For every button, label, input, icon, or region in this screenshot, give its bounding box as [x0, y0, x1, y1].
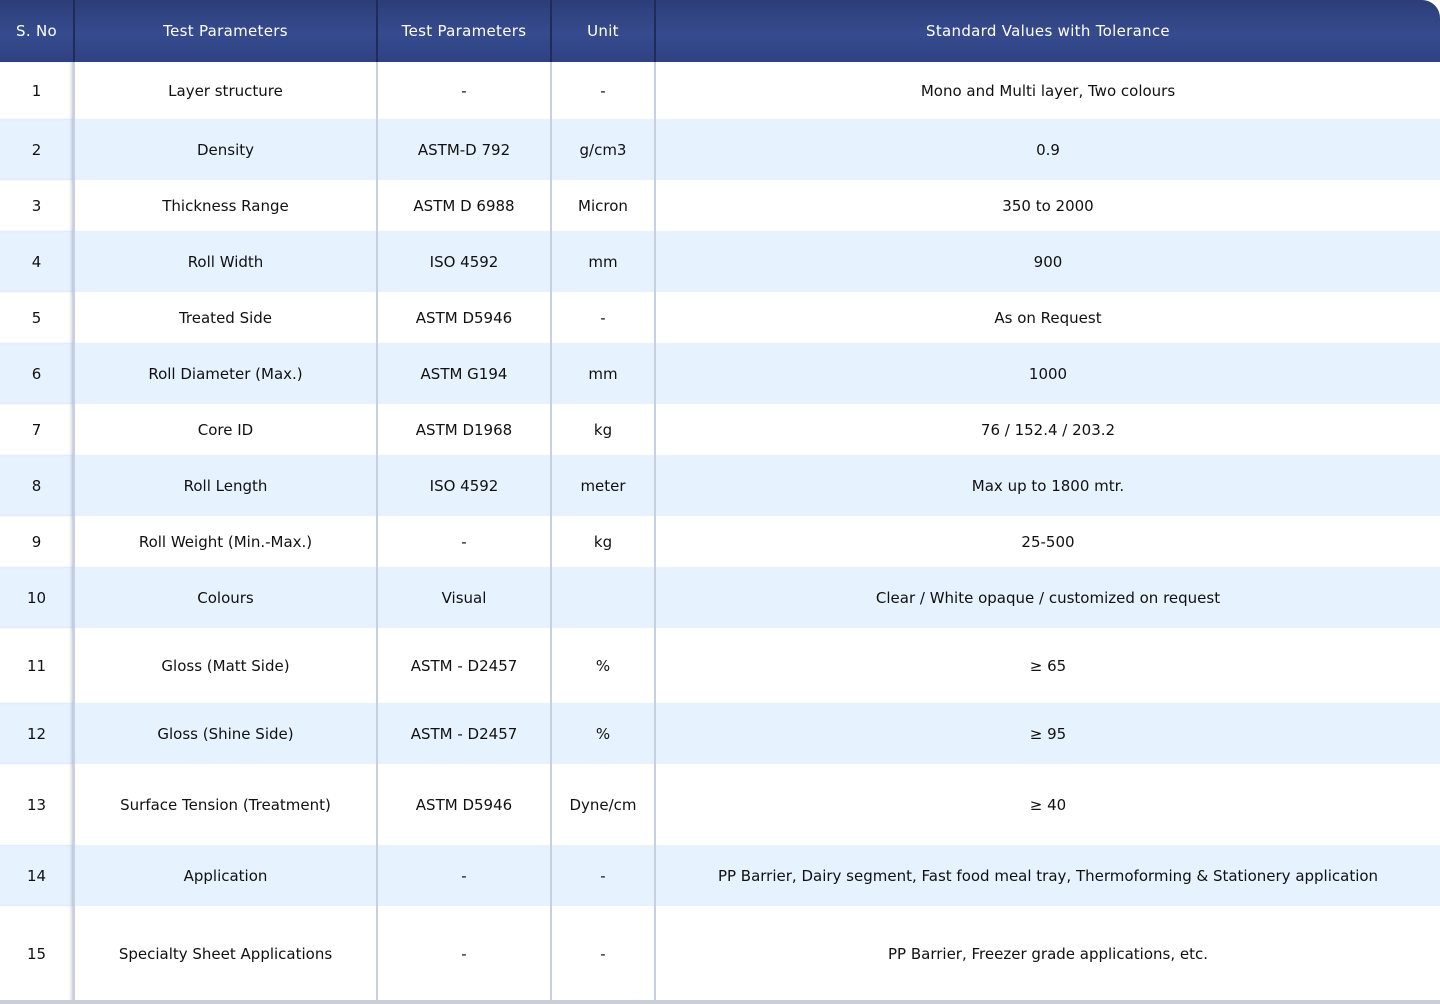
bottom-divider: [0, 1000, 1440, 1004]
cell-standard-value: 900: [655, 231, 1440, 292]
cell-standard-value: As on Request: [655, 292, 1440, 343]
cell-sno: 1: [0, 62, 74, 119]
cell-test-method: -: [377, 845, 551, 906]
cell-test-method: ISO 4592: [377, 455, 551, 516]
cell-unit: -: [551, 62, 655, 119]
table-row: [0, 180, 1440, 231]
cell-sno: 12: [0, 703, 74, 764]
cell-parameter: Thickness Range: [74, 180, 377, 231]
cell-parameter: Surface Tension (Treatment): [74, 764, 377, 845]
cell-sno: 8: [0, 455, 74, 516]
table-row: [0, 845, 1440, 906]
table-row: [0, 231, 1440, 292]
cell-parameter: Specialty Sheet Applications: [74, 906, 377, 1001]
cell-unit: -: [551, 292, 655, 343]
table-row: [0, 404, 1440, 455]
header-row: [0, 0, 1440, 62]
cell-test-method: ASTM D5946: [377, 764, 551, 845]
cell-sno: 6: [0, 343, 74, 404]
cell-standard-value: Clear / White opaque / customized on request: [655, 567, 1440, 628]
cell-unit: g/cm3: [551, 119, 655, 180]
cell-parameter: Core ID: [74, 404, 377, 455]
cell-unit: mm: [551, 231, 655, 292]
cell-sno: 9: [0, 516, 74, 567]
cell-standard-value: ≥ 40: [655, 764, 1440, 845]
cell-test-method: -: [377, 516, 551, 567]
cell-standard-value: 0.9: [655, 119, 1440, 180]
cell-standard-value: 76 / 152.4 / 203.2: [655, 404, 1440, 455]
cell-test-method: ASTM-D 792: [377, 119, 551, 180]
cell-parameter: Roll Length: [74, 455, 377, 516]
cell-sno: 13: [0, 764, 74, 845]
cell-standard-value: 1000: [655, 343, 1440, 404]
cell-parameter: Roll Diameter (Max.): [74, 343, 377, 404]
cell-test-method: -: [377, 906, 551, 1001]
cell-test-method: ASTM D1968: [377, 404, 551, 455]
cell-standard-value: Mono and Multi layer, Two colours: [655, 62, 1440, 119]
cell-test-method: -: [377, 62, 551, 119]
cell-parameter: Density: [74, 119, 377, 180]
cell-parameter: Layer structure: [74, 62, 377, 119]
table-row: [0, 628, 1440, 703]
cell-standard-value: PP Barrier, Dairy segment, Fast food meal tray, Thermoforming & Stationery application: [655, 845, 1440, 906]
cell-parameter: Gloss (Shine Side): [74, 703, 377, 764]
table-body: [0, 62, 1440, 1001]
cell-sno: 14: [0, 845, 74, 906]
cell-test-method: Visual: [377, 567, 551, 628]
cell-parameter: Roll Width: [74, 231, 377, 292]
cell-unit: -: [551, 906, 655, 1001]
table-row: [0, 62, 1440, 119]
cell-standard-value: Max up to 1800 mtr.: [655, 455, 1440, 516]
cell-unit: Dyne/cm: [551, 764, 655, 845]
cell-unit: %: [551, 703, 655, 764]
table-row: [0, 119, 1440, 180]
cell-sno: 2: [0, 119, 74, 180]
cell-sno: 10: [0, 567, 74, 628]
cell-unit: -: [551, 845, 655, 906]
cell-sno: 11: [0, 628, 74, 703]
cell-sno: 5: [0, 292, 74, 343]
cell-standard-value: 350 to 2000: [655, 180, 1440, 231]
table-header: [0, 0, 1440, 62]
cell-sno: 4: [0, 231, 74, 292]
cell-test-method: ASTM - D2457: [377, 703, 551, 764]
cell-test-method: ASTM D 6988: [377, 180, 551, 231]
header-sno: S. No: [0, 0, 74, 62]
table-row: [0, 703, 1440, 764]
cell-standard-value: 25-500: [655, 516, 1440, 567]
table-row: [0, 906, 1440, 1001]
cell-unit: Micron: [551, 180, 655, 231]
cell-sno: 15: [0, 906, 74, 1001]
cell-sno: 7: [0, 404, 74, 455]
cell-unit: %: [551, 628, 655, 703]
cell-parameter: Treated Side: [74, 292, 377, 343]
cell-unit: [551, 567, 655, 628]
cell-standard-value: PP Barrier, Freezer grade applications, etc.: [655, 906, 1440, 1001]
cell-parameter: Gloss (Matt Side): [74, 628, 377, 703]
header-standard-values: Standard Values with Tolerance: [655, 0, 1440, 62]
cell-unit: meter: [551, 455, 655, 516]
cell-parameter: Roll Weight (Min.-Max.): [74, 516, 377, 567]
table-row: [0, 567, 1440, 628]
cell-parameter: Application: [74, 845, 377, 906]
cell-standard-value: ≥ 65: [655, 628, 1440, 703]
cell-unit: kg: [551, 404, 655, 455]
table-row: [0, 516, 1440, 567]
table-row: [0, 343, 1440, 404]
header-test-method: Test Parameters: [377, 0, 551, 62]
cell-unit: mm: [551, 343, 655, 404]
cell-sno: 3: [0, 180, 74, 231]
table-row: [0, 455, 1440, 516]
table-row: [0, 764, 1440, 845]
cell-standard-value: ≥ 95: [655, 703, 1440, 764]
cell-test-method: ISO 4592: [377, 231, 551, 292]
cell-test-method: ASTM D5946: [377, 292, 551, 343]
cell-test-method: ASTM - D2457: [377, 628, 551, 703]
cell-unit: kg: [551, 516, 655, 567]
header-test-parameters: Test Parameters: [74, 0, 377, 62]
cell-parameter: Colours: [74, 567, 377, 628]
cell-test-method: ASTM G194: [377, 343, 551, 404]
header-unit: Unit: [551, 0, 655, 62]
table-row: [0, 292, 1440, 343]
